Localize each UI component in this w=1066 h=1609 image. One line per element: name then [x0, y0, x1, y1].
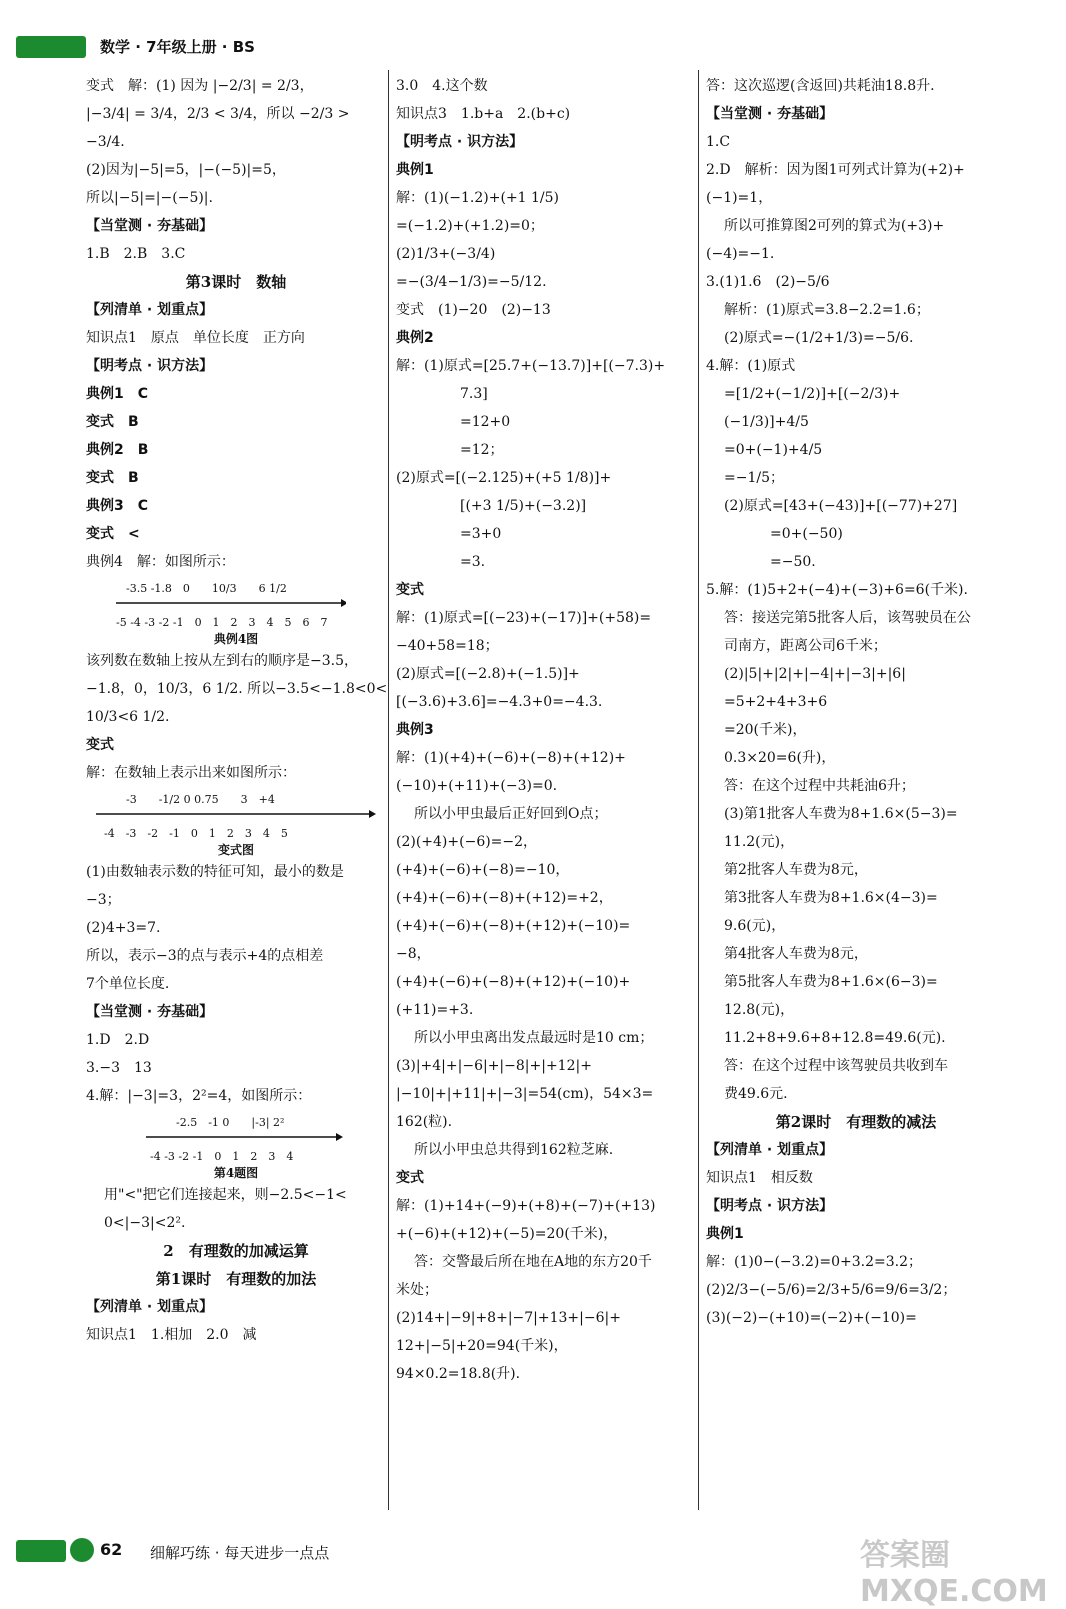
text-line: 费49.6元.	[724, 1086, 788, 1102]
text-line: 变式	[86, 737, 114, 753]
section-heading: 【明考点 · 识方法】	[706, 1198, 834, 1214]
text-line: 162(粒).	[396, 1114, 453, 1130]
text-line: 用"<"把它们连接起来，则−2.5<−1<	[104, 1187, 347, 1203]
text-line: 所以|−5|=|−(−5)|.	[86, 190, 213, 206]
text-line: 4.解：(1)原式	[706, 358, 796, 374]
text-line: [(+3 1/5)+(−3.2)]	[460, 498, 587, 514]
text-line: =(−1.2)+(+1.2)=0；	[396, 218, 544, 234]
text-line: 所以可推算图2可列的算式为(+3)+	[724, 218, 945, 234]
text-line: 变式 B	[86, 414, 139, 430]
text-line: (−1)=1，	[706, 190, 773, 206]
text-line: 11.2+8+9.6+8+12.8=49.6(元).	[724, 1030, 946, 1046]
number-line-axis	[86, 1130, 346, 1144]
watermark-logo: 答案圈 MXQE.COM	[860, 1538, 1048, 1609]
text-line: 12+|−5|+20=94(千米)，	[396, 1338, 568, 1354]
text-line: 典例1 C	[86, 386, 149, 402]
text-line: (2)原式=[(−2.8)+(−1.5)]+	[396, 666, 580, 682]
text-line: 解析：(1)原式=3.8−2.2=1.6；	[724, 302, 930, 318]
number-line-points: -3 -1/2 0 0.75 3 +4	[126, 793, 275, 806]
text-line: 司南方，距离公司6千米；	[724, 638, 887, 654]
text-line: 该列数在数轴上按从左到右的顺序是−3.5，	[86, 653, 358, 669]
text-line: 12.8(元)，	[724, 1002, 795, 1018]
page-header	[0, 0, 1066, 70]
text-line: 变式 <	[86, 526, 140, 542]
text-line: (−1/3)]+4/5	[724, 414, 809, 430]
text-line: (−4)=−1.	[706, 246, 775, 262]
text-line: (2)14+|−9|+8+|−7|+13+|−6|+	[396, 1310, 621, 1326]
text-line: 10/3<6 1/2.	[86, 709, 170, 725]
text-line: 变式 解：(1) 因为 |−2/3| = 2/3，	[86, 78, 314, 94]
number-line-figure	[86, 791, 386, 858]
text-line: 答：这次巡逻(含返回)共耗油18.8升.	[706, 78, 935, 94]
text-line: −1.8，0，10/3，6 1/2. 所以−3.5<−1.8<0<	[86, 681, 388, 697]
text-line: (2)原式=−(1/2+1/3)=−5/6.	[724, 330, 914, 346]
text-line: (+4)+(−6)+(−8)+(+12)+(−10)+	[396, 974, 631, 990]
number-line-ticks: -5 -4 -3 -2 -1 0 1 2 3 4 5 6 7	[116, 616, 328, 629]
text-line: =3.	[460, 554, 486, 570]
text-line: 5.解：(1)5+2+(−4)+(−3)+6=6(千米).	[706, 582, 968, 598]
section-heading: 【明考点 · 识方法】	[396, 134, 524, 150]
text-line: 知识点3 1.b+a 2.(b+c)	[396, 106, 571, 122]
text-line: +(−6)+(+12)+(−5)=20(千米)，	[396, 1226, 618, 1242]
section-heading: 【当堂测 · 夯基础】	[86, 218, 214, 234]
text-line: −40+58=18；	[396, 638, 499, 654]
text-line: =12+0	[460, 414, 511, 430]
text-line: 2.D 解析：因为图1可列式计算为(+2)+	[706, 162, 965, 178]
text-line: 所以小甲虫总共得到162粒芝麻.	[414, 1142, 614, 1158]
text-line: =20(千米)，	[724, 722, 807, 738]
number-line-points: -2.5 -1 0 |-3| 2²	[176, 1116, 285, 1129]
text-line: 第5批客人车费为8+1.6×(6−3)=	[724, 974, 938, 990]
section-heading: 【列清单 · 划重点】	[86, 1299, 214, 1315]
text-line: =−(3/4−1/3)=−5/12.	[396, 274, 547, 290]
text-line: 变式	[396, 582, 424, 598]
figure-caption: 第4题图	[213, 1166, 259, 1180]
text-line: 所以，表示−3的点与表示+4的点相差	[86, 948, 324, 964]
page-footer	[0, 1530, 1066, 1609]
text-line: 变式	[396, 1170, 424, 1186]
text-line: −8，	[396, 946, 431, 962]
text-line: −3/4.	[86, 134, 125, 150]
text-line: (+11)=+3.	[396, 1002, 474, 1018]
text-line: 11.2(元)，	[724, 834, 795, 850]
text-line: 变式 B	[86, 470, 139, 486]
answer-line: 1.C	[706, 134, 731, 150]
text-line: 解：(1)+14+(−9)+(+8)+(−7)+(+13)	[396, 1198, 656, 1214]
text-line: (2)原式=[(−2.125)+(+5 1/8)]+	[396, 470, 612, 486]
text-line: 7个单位长度.	[86, 976, 170, 992]
text-line: =0+(−1)+4/5	[724, 442, 823, 458]
text-line: 3.(1)1.6 (2)−5/6	[706, 274, 830, 290]
text-line: 第3批客人车费为8+1.6×(4−3)=	[724, 890, 938, 906]
page-number: 62	[100, 1540, 123, 1559]
text-line: (2)(+4)+(−6)=−2，	[396, 834, 538, 850]
text-line: 知识点1 相反数	[706, 1170, 813, 1186]
text-line: 解：(1)0−(−3.2)=0+3.2=3.2；	[706, 1254, 923, 1270]
answer-line: 1.B 2.B 3.C	[86, 246, 186, 262]
text-line: 典例3 C	[86, 498, 149, 514]
number-line-ticks: -4 -3 -2 -1 0 1 2 3 4 5	[104, 827, 288, 840]
text-line: (1)由数轴表示数的特征可知，最小的数是	[86, 864, 344, 880]
text-line: 4.解：|−3|=3，2²=4，如图所示：	[86, 1088, 312, 1104]
chapter-title: 2 有理数的加减运算	[163, 1242, 309, 1260]
text-line: =[1/2+(−1/2)]+[(−2/3)+	[724, 386, 901, 402]
column-3	[706, 72, 1006, 1332]
section-heading: 【当堂测 · 夯基础】	[706, 106, 834, 122]
text-line: 答：接送完第5批客人后，该驾驶员在公	[724, 610, 971, 626]
text-line: 典例4 解：如图所示：	[86, 554, 235, 570]
text-line: (+4)+(−6)+(−8)+(+12)+(−10)=	[396, 918, 631, 934]
text-line: (+4)+(−6)+(−8)+(+12)=+2，	[396, 890, 613, 906]
text-line: |−10|+|+11|+|−3|=54(cm)，54×3=	[396, 1086, 654, 1102]
footer-circle-icon	[70, 1538, 94, 1562]
text-line: 3.0 4.这个数	[396, 78, 488, 94]
column-1	[86, 72, 386, 1349]
text-line: [(−3.6)+3.6]=−4.3+0=−4.3.	[396, 694, 603, 710]
footer-slogan: 细解巧练 · 每天进步一点点	[150, 1544, 330, 1562]
text-line: =12；	[460, 442, 504, 458]
text-line: 0.3×20=6(升)，	[724, 750, 836, 766]
text-line: 典例2	[396, 330, 434, 346]
number-line-figure	[86, 580, 386, 647]
lesson-title: 第2课时 有理数的减法	[775, 1113, 937, 1131]
text-line: (2)4+3=7.	[86, 920, 161, 936]
number-line-points: -3.5 -1.8 0 10/3 6 1/2	[126, 582, 287, 595]
text-line: 典例1	[706, 1226, 744, 1242]
text-line: =5+2+4+3+6	[724, 694, 828, 710]
text-line: 典例2 B	[86, 442, 149, 458]
text-line: −3；	[86, 892, 121, 908]
text-line: 7.3]	[460, 386, 488, 402]
text-line: (2)因为|−5|=5，|−(−5)|=5，	[86, 162, 286, 178]
text-line: 所以小甲虫离出发点最远时是10 cm；	[414, 1030, 654, 1046]
text-line: (2)2/3−(−5/6)=2/3+5/6=9/6=3/2；	[706, 1282, 957, 1298]
lesson-title: 第3课时 数轴	[185, 273, 287, 291]
number-line-figure	[86, 1114, 386, 1181]
text-line: 所以小甲虫最后正好回到O点；	[414, 806, 608, 822]
number-line-axis	[86, 596, 346, 610]
column-2	[396, 72, 696, 1388]
text-line: =3+0	[460, 526, 502, 542]
text-line: (2)原式=[43+(−43)]+[(−77)+27]	[724, 498, 958, 514]
figure-caption: 变式图	[217, 843, 254, 857]
section-heading: 【当堂测 · 夯基础】	[86, 1004, 214, 1020]
text-line: 解：(1)(+4)+(−6)+(−8)+(+12)+	[396, 750, 626, 766]
text-line: 知识点1 1.相加 2.0 减	[86, 1327, 257, 1343]
column-divider	[698, 70, 699, 1510]
text-line: (3)第1批客人车费为8+1.6×(5−3)=	[724, 806, 958, 822]
text-line: |−3/4| = 3/4，2/3 < 3/4，所以 −2/3 >	[86, 106, 350, 122]
text-line: 解：在数轴上表示出来如图所示：	[86, 765, 296, 781]
figure-caption: 典例4图	[213, 632, 259, 646]
text-line: =−1/5；	[724, 470, 784, 486]
text-line: 米处；	[396, 1282, 438, 1298]
text-line: 解：(1)原式=[(−23)+(−17)]+(+58)=	[396, 610, 652, 626]
section-heading: 【明考点 · 识方法】	[86, 358, 214, 374]
section-heading: 【列清单 · 划重点】	[706, 1142, 834, 1158]
header-color-bar	[16, 36, 86, 58]
text-line: 9.6(元)，	[724, 918, 786, 934]
answer-line: 3.−3 13	[86, 1060, 152, 1076]
text-line: 第2批客人车费为8元，	[724, 862, 868, 878]
lesson-title: 第1课时 有理数的加法	[155, 1270, 317, 1288]
header-title: 数学 · 7年级上册 · BS	[100, 38, 255, 56]
footer-color-bar	[16, 1540, 66, 1562]
text-line: =−50.	[770, 554, 816, 570]
text-line: 解：(1)(−1.2)+(+1 1/5)	[396, 190, 560, 206]
text-line: (3)|+4|+|−6|+|−8|+|+12|+	[396, 1058, 592, 1074]
text-line: 知识点1 原点 单位长度 正方向	[86, 330, 305, 346]
text-line: 典例1	[396, 162, 434, 178]
text-line: =0+(−50)	[770, 526, 843, 542]
column-divider	[388, 70, 389, 1510]
text-line: 0<|−3|<2².	[104, 1215, 186, 1231]
text-line: (−10)+(+11)+(−3)=0.	[396, 778, 558, 794]
text-line: (+4)+(−6)+(−8)=−10，	[396, 862, 570, 878]
text-line: (3)(−2)−(+10)=(−2)+(−10)=	[706, 1310, 917, 1326]
text-line: 第4批客人车费为8元，	[724, 946, 868, 962]
text-line: 典例3	[396, 722, 434, 738]
text-line: 解：(1)原式=[25.7+(−13.7)]+[(−7.3)+	[396, 358, 666, 374]
text-line: 答：在这个过程中共耗油6升；	[724, 778, 915, 794]
text-line: (2)|5|+|2|+|−4|+|−3|+|6|	[724, 666, 906, 682]
text-line: 变式 (1)−20 (2)−13	[396, 302, 551, 318]
text-line: 答：在这个过程中该驾驶员共收到车	[724, 1058, 948, 1074]
text-line: 答：交警最后所在地在A地的东方20千	[414, 1254, 652, 1270]
text-line: 94×0.2=18.8(升).	[396, 1366, 521, 1382]
answer-line: 1.D 2.D	[86, 1032, 150, 1048]
section-heading: 【列清单 · 划重点】	[86, 302, 214, 318]
text-line: (2)1/3+(−3/4)	[396, 246, 496, 262]
number-line-ticks: -4 -3 -2 -1 0 1 2 3 4	[150, 1150, 294, 1163]
number-line-axis	[86, 807, 376, 821]
